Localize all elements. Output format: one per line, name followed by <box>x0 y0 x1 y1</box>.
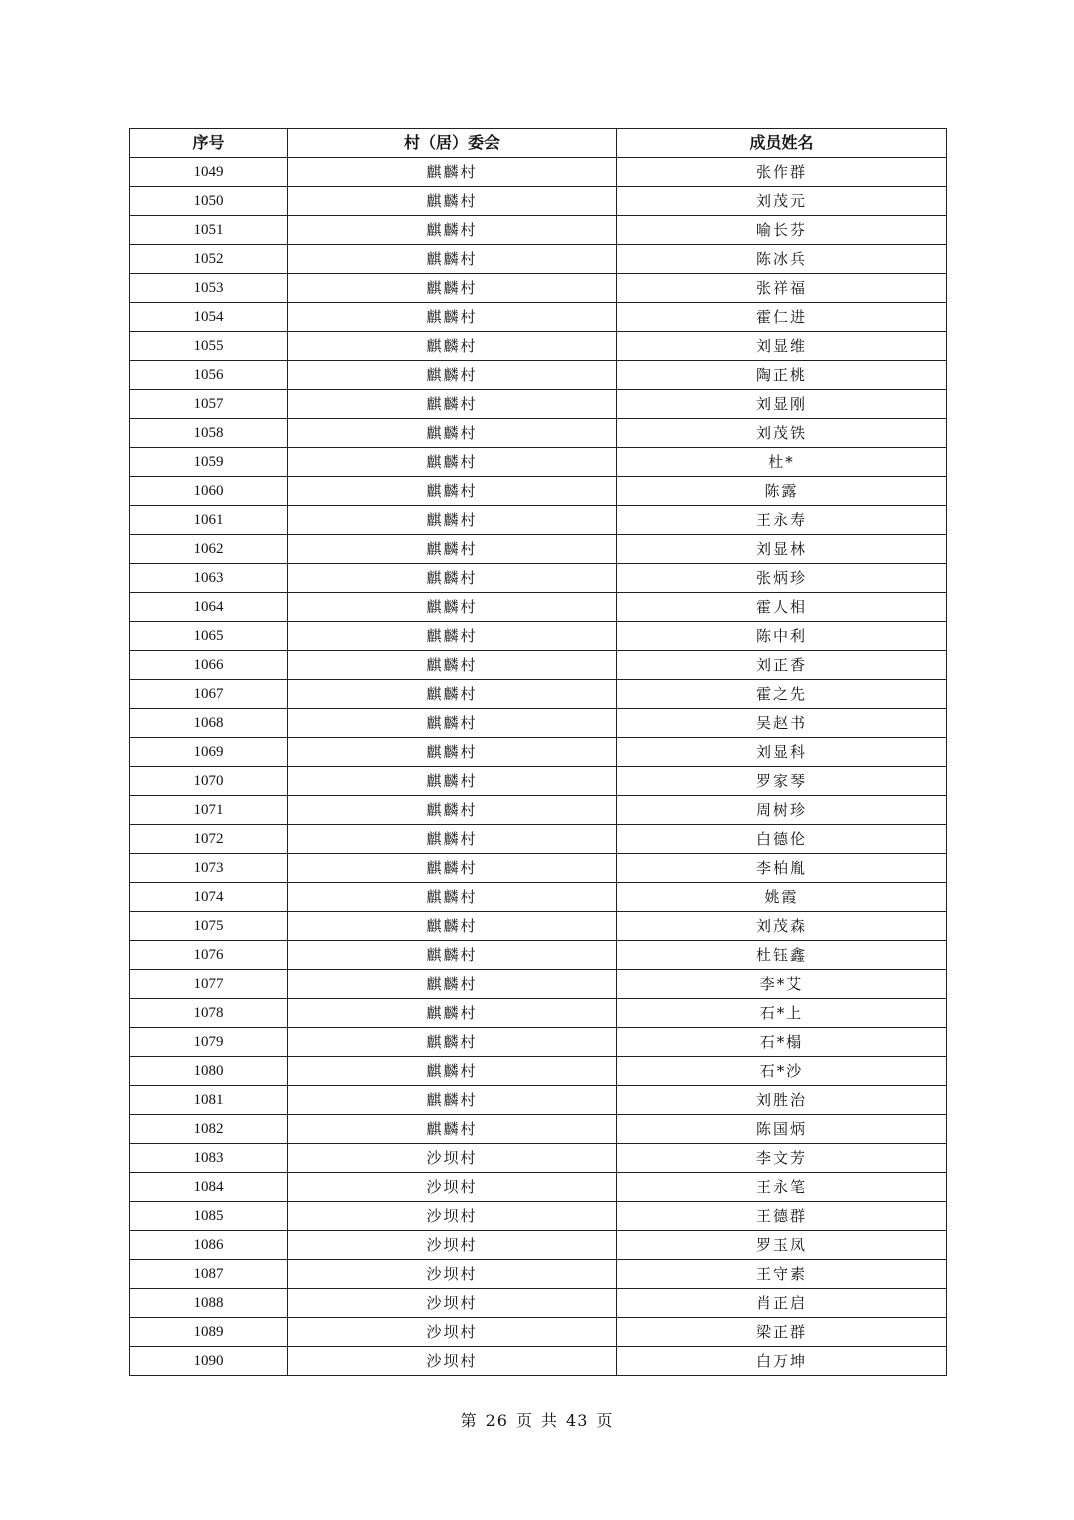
table-row <box>130 1260 947 1289</box>
cell-village: 麒麟村 <box>288 419 617 448</box>
cell-member-name: 张祥福 <box>617 274 947 303</box>
table-row <box>130 1144 947 1173</box>
cell-member-name: 白德伦 <box>617 825 947 854</box>
table-row <box>130 1173 947 1202</box>
cell-village: 麒麟村 <box>288 216 617 245</box>
cell-member-name: 白万坤 <box>617 1347 947 1376</box>
table-row <box>130 883 947 912</box>
cell-member-name: 刘正香 <box>617 651 947 680</box>
cell-serial-number: 1061 <box>130 506 288 535</box>
cell-member-name: 刘显刚 <box>617 390 947 419</box>
table-row <box>130 825 947 854</box>
cell-member-name: 肖正启 <box>617 1289 947 1318</box>
page-footer <box>0 1408 1074 1431</box>
cell-serial-number: 1066 <box>130 651 288 680</box>
cell-serial-number: 1052 <box>130 245 288 274</box>
footer-prefix: 第 <box>460 1411 478 1430</box>
cell-village: 麒麟村 <box>288 796 617 825</box>
table-row <box>130 448 947 477</box>
roster-table <box>129 128 947 1376</box>
cell-serial-number: 1078 <box>130 999 288 1028</box>
table-row <box>130 390 947 419</box>
table-row <box>130 680 947 709</box>
cell-member-name: 刘显维 <box>617 332 947 361</box>
cell-village: 麒麟村 <box>288 680 617 709</box>
table-row <box>130 564 947 593</box>
table-row <box>130 796 947 825</box>
table-row <box>130 999 947 1028</box>
table-row <box>130 245 947 274</box>
table-row <box>130 506 947 535</box>
table-row <box>130 767 947 796</box>
cell-village: 沙坝村 <box>288 1202 617 1231</box>
footer-total-word: 共 <box>541 1411 559 1430</box>
cell-member-name: 李柏胤 <box>617 854 947 883</box>
cell-member-name: 梁正群 <box>617 1318 947 1347</box>
cell-member-name: 霍之先 <box>617 680 947 709</box>
cell-member-name: 喻长芬 <box>617 216 947 245</box>
cell-serial-number: 1054 <box>130 303 288 332</box>
cell-member-name: 刘显科 <box>617 738 947 767</box>
cell-village: 麒麟村 <box>288 448 617 477</box>
cell-serial-number: 1085 <box>130 1202 288 1231</box>
cell-village: 麒麟村 <box>288 593 617 622</box>
table-row <box>130 361 947 390</box>
cell-serial-number: 1082 <box>130 1115 288 1144</box>
cell-village: 沙坝村 <box>288 1144 617 1173</box>
cell-member-name: 刘茂森 <box>617 912 947 941</box>
cell-village: 沙坝村 <box>288 1318 617 1347</box>
cell-serial-number: 1087 <box>130 1260 288 1289</box>
table-row <box>130 912 947 941</box>
table-row <box>130 216 947 245</box>
cell-serial-number: 1076 <box>130 941 288 970</box>
cell-serial-number: 1077 <box>130 970 288 999</box>
cell-village: 麒麟村 <box>288 709 617 738</box>
cell-village: 麒麟村 <box>288 1028 617 1057</box>
cell-village: 麒麟村 <box>288 303 617 332</box>
cell-serial-number: 1086 <box>130 1231 288 1260</box>
cell-village: 麒麟村 <box>288 1086 617 1115</box>
table-header <box>130 129 947 158</box>
cell-village: 麒麟村 <box>288 767 617 796</box>
cell-serial-number: 1063 <box>130 564 288 593</box>
footer-total-pages: 43 <box>566 1411 589 1430</box>
cell-serial-number: 1049 <box>130 158 288 187</box>
table-row <box>130 477 947 506</box>
cell-serial-number: 1069 <box>130 738 288 767</box>
cell-village: 麒麟村 <box>288 274 617 303</box>
cell-village: 麒麟村 <box>288 535 617 564</box>
cell-village: 麒麟村 <box>288 912 617 941</box>
header-serial-number: 序号 <box>130 129 288 158</box>
cell-village: 麒麟村 <box>288 970 617 999</box>
cell-village: 沙坝村 <box>288 1231 617 1260</box>
cell-member-name: 石*榻 <box>617 1028 947 1057</box>
cell-village: 麒麟村 <box>288 854 617 883</box>
cell-member-name: 刘茂铁 <box>617 419 947 448</box>
cell-village: 麒麟村 <box>288 506 617 535</box>
cell-village: 麒麟村 <box>288 361 617 390</box>
cell-village: 麒麟村 <box>288 390 617 419</box>
cell-member-name: 霍仁进 <box>617 303 947 332</box>
table-row <box>130 187 947 216</box>
cell-serial-number: 1088 <box>130 1289 288 1318</box>
table-row <box>130 970 947 999</box>
table-row <box>130 535 947 564</box>
header-member-name: 成员姓名 <box>617 129 947 158</box>
cell-member-name: 刘胜治 <box>617 1086 947 1115</box>
cell-village: 麒麟村 <box>288 332 617 361</box>
cell-village: 麒麟村 <box>288 158 617 187</box>
table-row <box>130 158 947 187</box>
cell-village: 沙坝村 <box>288 1260 617 1289</box>
cell-member-name: 刘茂元 <box>617 187 947 216</box>
cell-member-name: 陶正桃 <box>617 361 947 390</box>
cell-member-name: 罗家琴 <box>617 767 947 796</box>
cell-village: 麒麟村 <box>288 738 617 767</box>
cell-member-name: 王德群 <box>617 1202 947 1231</box>
cell-village: 麒麟村 <box>288 187 617 216</box>
cell-serial-number: 1065 <box>130 622 288 651</box>
cell-serial-number: 1079 <box>130 1028 288 1057</box>
table-row <box>130 738 947 767</box>
cell-serial-number: 1083 <box>130 1144 288 1173</box>
table-row <box>130 854 947 883</box>
cell-member-name: 王永笔 <box>617 1173 947 1202</box>
cell-serial-number: 1073 <box>130 854 288 883</box>
cell-member-name: 王守素 <box>617 1260 947 1289</box>
cell-member-name: 陈露 <box>617 477 947 506</box>
cell-member-name: 姚霞 <box>617 883 947 912</box>
cell-village: 麒麟村 <box>288 883 617 912</box>
cell-member-name: 王永寿 <box>617 506 947 535</box>
cell-village: 麒麟村 <box>288 825 617 854</box>
table-body <box>130 158 947 1376</box>
cell-serial-number: 1064 <box>130 593 288 622</box>
cell-village: 麒麟村 <box>288 477 617 506</box>
cell-member-name: 陈国炳 <box>617 1115 947 1144</box>
table-row <box>130 274 947 303</box>
table-row <box>130 1028 947 1057</box>
table-row <box>130 419 947 448</box>
cell-serial-number: 1071 <box>130 796 288 825</box>
cell-serial-number: 1068 <box>130 709 288 738</box>
cell-serial-number: 1057 <box>130 390 288 419</box>
table-row <box>130 303 947 332</box>
table-row <box>130 593 947 622</box>
cell-serial-number: 1075 <box>130 912 288 941</box>
cell-serial-number: 1051 <box>130 216 288 245</box>
cell-village: 麒麟村 <box>288 1115 617 1144</box>
cell-serial-number: 1084 <box>130 1173 288 1202</box>
cell-village: 麒麟村 <box>288 564 617 593</box>
footer-page-word: 页 <box>515 1411 533 1430</box>
table-row <box>130 1086 947 1115</box>
table-row <box>130 651 947 680</box>
cell-village: 沙坝村 <box>288 1173 617 1202</box>
cell-village: 麒麟村 <box>288 622 617 651</box>
cell-village: 沙坝村 <box>288 1289 617 1318</box>
cell-village: 沙坝村 <box>288 1347 617 1376</box>
table-row <box>130 1347 947 1376</box>
table-row <box>130 1318 947 1347</box>
cell-village: 麒麟村 <box>288 651 617 680</box>
cell-serial-number: 1060 <box>130 477 288 506</box>
cell-serial-number: 1056 <box>130 361 288 390</box>
cell-member-name: 陈冰兵 <box>617 245 947 274</box>
cell-member-name: 石*上 <box>617 999 947 1028</box>
table-row <box>130 709 947 738</box>
cell-serial-number: 1081 <box>130 1086 288 1115</box>
cell-serial-number: 1070 <box>130 767 288 796</box>
cell-serial-number: 1053 <box>130 274 288 303</box>
cell-serial-number: 1055 <box>130 332 288 361</box>
footer-suffix: 页 <box>596 1411 614 1430</box>
cell-village: 麒麟村 <box>288 1057 617 1086</box>
cell-village: 麒麟村 <box>288 999 617 1028</box>
cell-member-name: 石*沙 <box>617 1057 947 1086</box>
cell-member-name: 刘显林 <box>617 535 947 564</box>
cell-serial-number: 1067 <box>130 680 288 709</box>
table-row <box>130 332 947 361</box>
footer-current-page: 26 <box>485 1411 508 1430</box>
cell-serial-number: 1050 <box>130 187 288 216</box>
table-row <box>130 941 947 970</box>
cell-serial-number: 1080 <box>130 1057 288 1086</box>
table-row <box>130 1115 947 1144</box>
cell-serial-number: 1072 <box>130 825 288 854</box>
table-row <box>130 1202 947 1231</box>
cell-member-name: 陈中利 <box>617 622 947 651</box>
cell-serial-number: 1058 <box>130 419 288 448</box>
cell-serial-number: 1090 <box>130 1347 288 1376</box>
cell-member-name: 张炳珍 <box>617 564 947 593</box>
header-village-committee: 村（居）委会 <box>288 129 617 158</box>
cell-village: 麒麟村 <box>288 941 617 970</box>
cell-village: 麒麟村 <box>288 245 617 274</box>
cell-member-name: 杜* <box>617 448 947 477</box>
table-row <box>130 1289 947 1318</box>
cell-member-name: 李文芳 <box>617 1144 947 1173</box>
table-row <box>130 1231 947 1260</box>
cell-member-name: 张作群 <box>617 158 947 187</box>
cell-member-name: 吴赵书 <box>617 709 947 738</box>
header-row <box>130 129 947 158</box>
cell-member-name: 周树珍 <box>617 796 947 825</box>
table-row <box>130 1057 947 1086</box>
cell-serial-number: 1059 <box>130 448 288 477</box>
cell-member-name: 霍人相 <box>617 593 947 622</box>
cell-serial-number: 1062 <box>130 535 288 564</box>
table-row <box>130 622 947 651</box>
cell-member-name: 罗玉凤 <box>617 1231 947 1260</box>
cell-member-name: 李*艾 <box>617 970 947 999</box>
cell-serial-number: 1089 <box>130 1318 288 1347</box>
cell-member-name: 杜钰鑫 <box>617 941 947 970</box>
cell-serial-number: 1074 <box>130 883 288 912</box>
